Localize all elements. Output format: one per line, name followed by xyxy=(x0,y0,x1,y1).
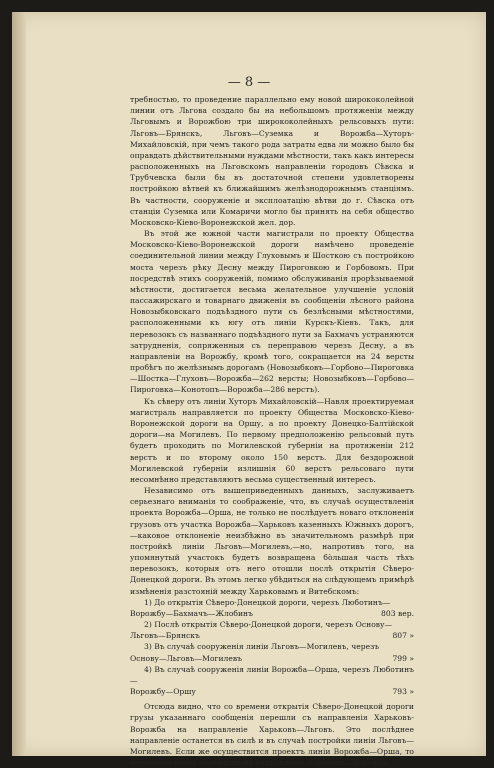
list-item-distance: 799 » xyxy=(392,653,414,663)
distance-list xyxy=(130,597,414,698)
paragraph: требностью, то проведение параллельно ему новой ширококолейной линии отъ Льгова создало бы на небольшомъ протяженiи между Льговымъ и Ворожбою три ширококолейныхъ рельсовыхъ пути: Льговъ—Брянскъ, Льговъ—Суземка и Ворожба—Хуторъ-Михайловскiй, при чемъ такого рода затраты едва ли можно было бы оправдать дѣйствительными нуждами мѣстности, такъ какъ интересы расположенныхъ на Льговскомъ направленiи городовъ Сѣвска и Трубчевска были бы въ достаточной степени удовлетворены постройкою вѣтвей къ ближайшимъ желѣзнодорожнымъ станцiямъ. Въ частности, сооруженiе и эксплоатацiю вѣтви до г. Сѣвска отъ станцiи Суземка или Комаричи могло бы принять на себя общество Московско-Кiево-Воронежской жел. дор. xyxy=(130,95,414,227)
list-item xyxy=(130,664,414,698)
paragraph: Къ сѣверу отъ линiи Хуторъ Михайловскiй—Навля проектируемая магистраль направляется по проекту Общества Московско-Кiево-Воронежской дороги на Оршу, а по проекту Донецко-Балтiйской дороги—на Могилевъ. По первому предположенiю рельсовый путь будетъ проходить по Могилевской губернiи на протяженiи 212 верстъ и по второму около 150 верстъ. Для бездорожной Могилевской губернiи излишнiя 60 верстъ рельсоваго пути несомнѣнно представляютъ весьма существенный интересъ. xyxy=(130,396,414,484)
document-page xyxy=(12,12,486,768)
list-item-distance: 793 » xyxy=(392,687,414,697)
list-item-line xyxy=(130,653,414,664)
page-binding-edge xyxy=(12,12,26,756)
list-item-route: Ворожбу—Бахмачъ—Жлобинъ xyxy=(130,608,253,618)
body-text xyxy=(130,94,414,768)
list-item xyxy=(130,597,414,619)
page-number: — 8 — xyxy=(227,75,271,90)
list-item-text: 1) До открытiя Сѣверо-Донецкой дороги, черезъ Люботинъ— xyxy=(144,597,391,607)
paragraph: Независимо отъ вышеприведенныхъ данныхъ, заслуживаетъ серьезнаго вниманiя то соображенiе, что, въ случаѣ осуществленiя проекта Ворожба—Орша, не только не послѣдуетъ новаго отклоненiя грузовъ отъ участка Ворожба—Харьковъ казенныхъ Южныхъ дорогъ,—каковое отклоненiе неизбѣжно въ значительномъ размѣрѣ при постройкѣ линiи Льговъ—Могилевъ,—но, напротивъ того, на упомянутый участокъ будетъ возвращена бо̀льшая часть тѣхъ перевозокъ, которыя отъ него отошли послѣ открытiя Сѣверо-Донецкой дороги. Въ этомъ легко убѣдиться на слѣдующемъ примѣрѣ измѣненiя разстоянiй между Харьковымъ и Витебскомъ: xyxy=(130,486,414,596)
list-item-line xyxy=(130,686,414,697)
list-item-route: Основу—Льговъ—Могилевъ xyxy=(130,653,242,663)
list-item-distance: 807 » xyxy=(392,631,414,641)
paragraph: Отсюда видно, что со времени открытiя Сѣверо-Донецкой дороги грузы указаннаго сообщенiя перешли съ направленiя Харьковъ-Ворожба на направленiе Харьковъ—Льговъ. Это послѣднее направленiе останется въ силѣ и въ случаѣ постройки линiи Льговъ—Могилевъ. Если же осуществится проектъ линiи Ворожба—Орша, то перевозки вновь перейдутъ на направленiе Харьковъ—Ворожба. xyxy=(130,702,414,768)
list-item-distance: 803 вер. xyxy=(381,608,414,618)
list-item xyxy=(130,619,414,641)
list-item-text: 2) Послѣ открытiя Сѣверо-Донецкой дороги, черезъ Основу— xyxy=(144,620,393,630)
paragraph: Въ этой же южной части магистрали по проекту Общества Московско-Кiево-Воронежской дороги намѣчено проведенiе соединительной линии между Глуховымъ и Шосткою съ постройкою моста черезъ рѣку Десну между Пироговкою и Горбовомъ. При посредствѣ этихъ сооруженiй, помимо обслуживанiя прорѣзываемой мѣстности, достигается весьма желательное улучшенiе условiй пассажирскаго и товарнаго движенiя въ сообщенiи лѣсного района Новозыбковскаго подъѣздного пути съ безлѣсными мѣстностями, расположенными къ югу отъ линiи Курскъ-Кiевъ. Такъ, для перевозокъ съ названнаго подъѣздного пути за Бахмачъ устраняются затрудненiя, сопряженныя съ переправою черезъ Десну, а въ направленiи на Ворожбу, кромѣ того, сокращается на 24 версты пробѣгъ по желѣзнымъ дорогамъ (Новозыбковъ—Горбово—Пироговка—Шостка—Глуховъ—Ворожба—262 версты; Новозыбковъ—Горбово—Пироговка—Конотопъ—Ворожба—286 верстъ). xyxy=(130,229,414,395)
list-item-text: 4) Въ случаѣ сооруженiя линiи Ворожба—Орша, черезъ Люботинъ— xyxy=(130,664,414,685)
list-item-line xyxy=(130,630,414,641)
list-item-route: Льговъ—Брянскъ xyxy=(130,631,200,641)
list-item-line xyxy=(130,608,414,619)
list-item-text: 3) Въ случаѣ сооруженiя линiи Льговъ—Могилевъ, черезъ xyxy=(144,642,380,652)
list-item-route: Ворожбу—Оршу xyxy=(130,687,196,697)
list-item xyxy=(130,641,414,663)
